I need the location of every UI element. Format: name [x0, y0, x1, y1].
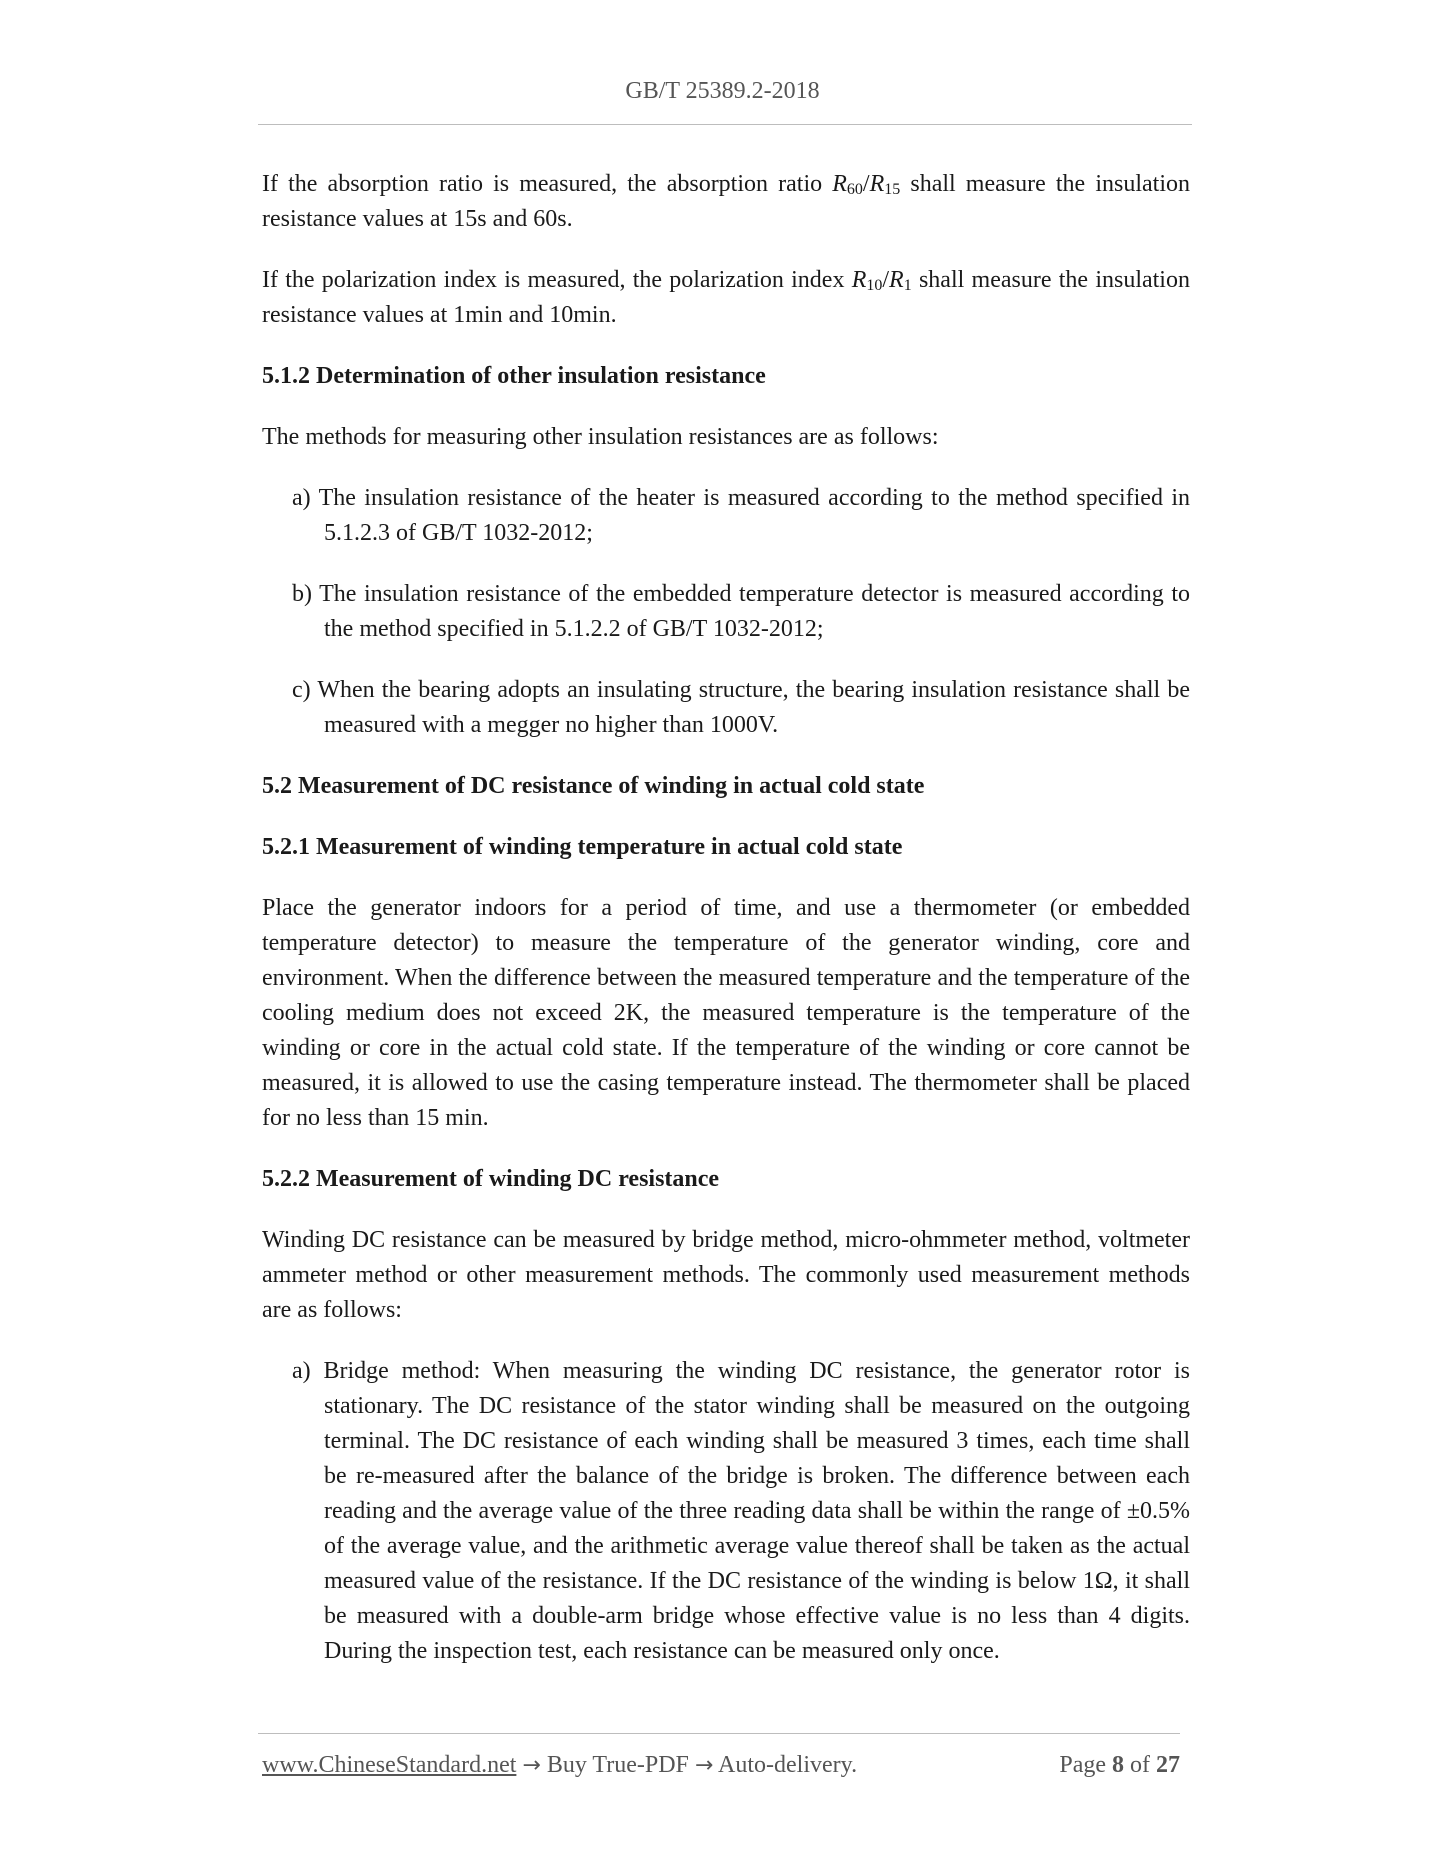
- p1-sub2: 15: [884, 181, 901, 198]
- p1-pre: If the absorption ratio is measured, the absorption ratio: [262, 171, 833, 197]
- p1-sub1: 60: [846, 181, 863, 198]
- document-body: [262, 167, 1190, 1695]
- section-heading-5-1-2: 5.1.2 Determination of other insulation resistance: [262, 363, 766, 389]
- p1-post: shall measure the insulation resistance values at 15s and 60s.: [262, 171, 1190, 232]
- section-heading-5-2: 5.2 Measurement of DC resistance of winding in actual cold state: [262, 773, 925, 799]
- dc-resistance-intro: Winding DC resistance can be measured by bridge method, micro-ohmmeter method, voltmeter ammeter method or other measurement methods. The commonly used measurement methods are as follows:: [262, 1227, 1190, 1323]
- list-item: a) The insulation resistance of the heater is measured according to the method specified in 5.1.2.3 of GB/T 1032-2012;: [292, 485, 1190, 546]
- p1-var1: R: [832, 171, 847, 197]
- p2-sub1: 10: [866, 277, 883, 294]
- of-label: of: [1124, 1752, 1156, 1778]
- section-heading-5-2-2: 5.2.2 Measurement of winding DC resistance: [262, 1166, 720, 1192]
- buy-true-pdf-text: Buy True-PDF: [540, 1752, 695, 1778]
- other-insulation-list: [262, 481, 1190, 743]
- website-link[interactable]: www.ChineseStandard.net: [262, 1752, 517, 1778]
- arrow-right-icon: →: [522, 1753, 541, 1778]
- p2-slash: /: [882, 267, 890, 293]
- current-page-number: 8: [1112, 1752, 1124, 1778]
- page-label: Page: [1059, 1752, 1112, 1778]
- p2-post: shall measure the insulation resistance values at 1min and 10min.: [262, 267, 1190, 328]
- list-item: b) The insulation resistance of the embedded temperature detector is measured according to the method specified in 5.1.2.2 of GB/T 1032-2012;: [292, 581, 1190, 642]
- other-insulation-intro: The methods for measuring other insulation resistances are as follows:: [262, 424, 939, 450]
- p1-var2: R: [869, 171, 885, 197]
- page-footer: [262, 1752, 1180, 1779]
- p2-var2: R: [889, 267, 904, 293]
- p1-slash: /: [862, 171, 870, 197]
- page-number: [1059, 1752, 1180, 1779]
- total-pages-number: 27: [1156, 1752, 1180, 1778]
- section-heading-5-2-1: 5.2.1 Measurement of winding temperature in actual cold state: [262, 834, 903, 860]
- cold-state-temperature-paragraph: Place the generator indoors for a period of time, and use a thermometer (or embedded temperature detector) to measure the temperature of the generator winding, core and environment. When the difference between the measured temperature and the temperature of the cooling medium does not exceed 2K, the measured temperature is the temperature of the winding or core in the actual cold state. If the temperature of the winding or core cannot be measured, it is allowed to use the casing temperature instead. The thermometer shall be placed for no less than 15 min.: [262, 895, 1190, 1131]
- header-divider: [258, 124, 1192, 125]
- p2-var1: R: [851, 267, 867, 293]
- absorption-ratio-paragraph: [262, 167, 1190, 237]
- page-header-title: GB/T 25389.2-2018: [625, 78, 820, 104]
- list-item: a) Bridge method: When measuring the winding DC resistance, the generator rotor is stationary. The DC resistance of the stator winding shall be measured on the outgoing terminal. The DC resistance of each winding shall be measured 3 times, each time shall be re-measured after the balance of the bridge is broken. The difference between each reading and the average value of the three reading data shall be within the range of ±0.5% of the average value, and the arithmetic average value thereof shall be taken as the actual measured value of the resistance. If the DC resistance of the winding is below 1Ω, it shall be measured with a double-arm bridge whose effective value is no less than 4 digits. During the inspection test, each resistance can be measured only once.: [292, 1358, 1190, 1664]
- list-item: c) When the bearing adopts an insulating structure, the bearing insulation resistance shall be measured with a megger no higher than 1000V.: [292, 677, 1190, 738]
- p2-sub2: 1: [903, 277, 912, 294]
- p2-pre: If the polarization index is measured, the polarization index: [262, 267, 852, 293]
- arrow-right-icon: →: [694, 1753, 714, 1778]
- footer-divider: [258, 1733, 1180, 1734]
- polarization-index-paragraph: [262, 263, 1190, 333]
- dc-resistance-methods-list: [262, 1354, 1190, 1669]
- auto-delivery-text: Auto-delivery.: [713, 1752, 858, 1778]
